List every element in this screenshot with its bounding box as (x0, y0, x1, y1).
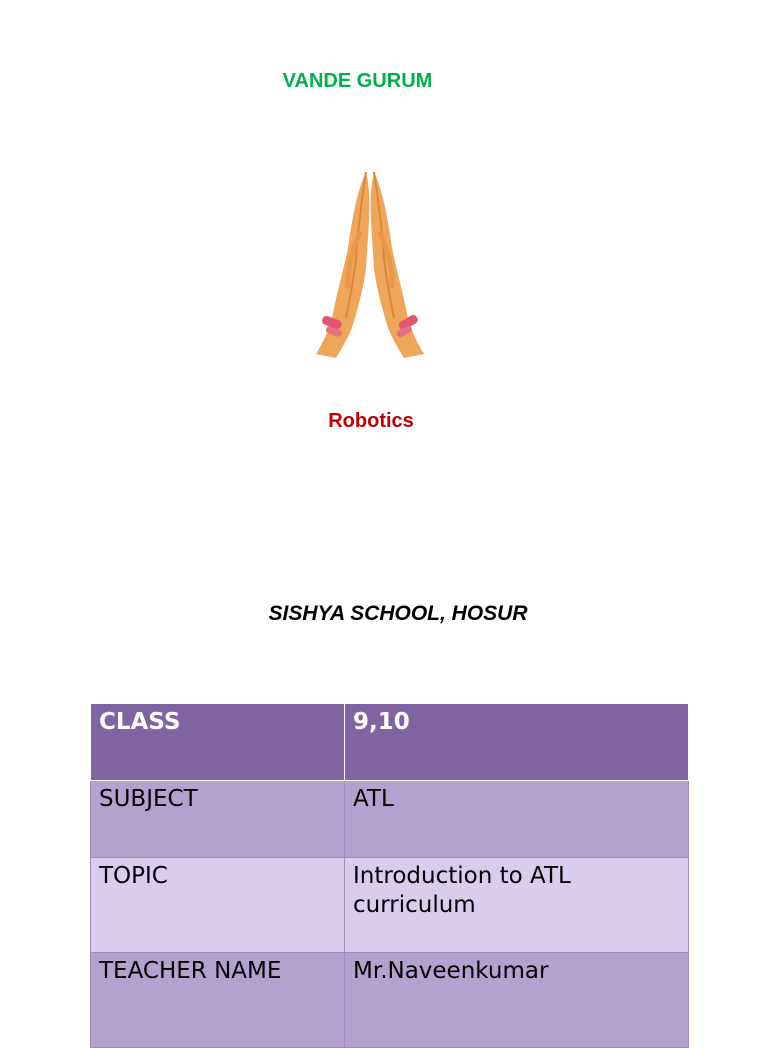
table-cell-label: TEACHER NAME (91, 953, 345, 1048)
table-row (91, 704, 689, 781)
table-cell-label: CLASS (91, 704, 345, 781)
class-info-table (90, 703, 689, 1048)
praying-hands-icon (308, 168, 432, 360)
table-cell-value: Introduction to ATL curriculum (345, 858, 689, 953)
table-cell-label: SUBJECT (91, 781, 345, 858)
subject-heading: Robotics (328, 410, 414, 432)
table-cell-value: ATL (345, 781, 689, 858)
table-cell-value: 9,10 (345, 704, 689, 781)
table-row (91, 858, 689, 953)
table-row (91, 781, 689, 858)
page-title: VANDE GURUM (282, 70, 433, 92)
table-row (91, 953, 689, 1048)
school-name: SISHYA SCHOOL, HOSUR (268, 602, 528, 625)
table-cell-value: Mr.Naveenkumar (345, 953, 689, 1048)
table-cell-label: TOPIC (91, 858, 345, 953)
